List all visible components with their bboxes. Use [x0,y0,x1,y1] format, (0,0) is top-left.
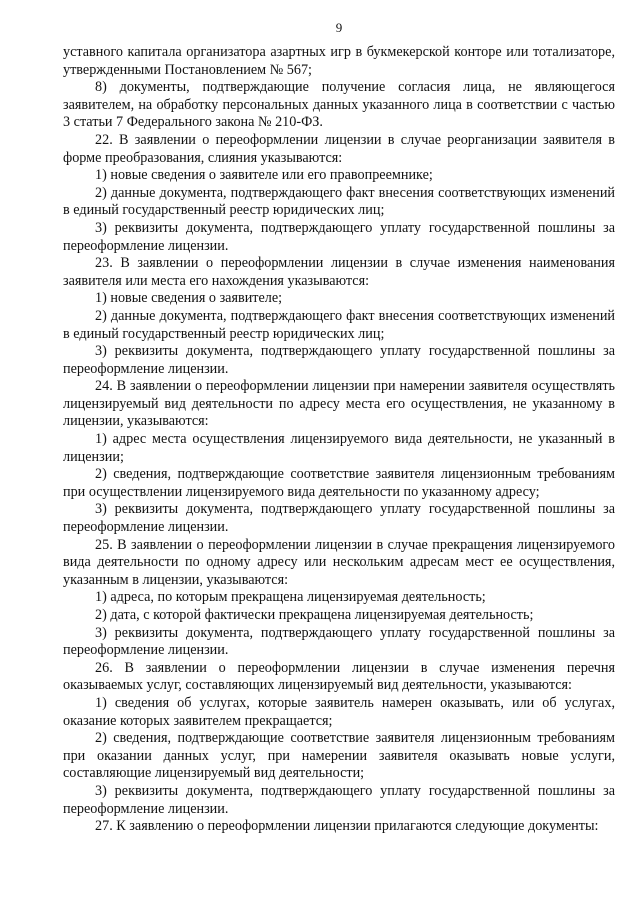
paragraph: 3) реквизиты документа, подтверждающего уплату государственной пошлины за переоформление лицензии. [63,219,615,254]
paragraph: 1) сведения об услугах, которые заявитель намерен оказывать, или об услугах, оказание которых заявителем прекращается; [63,694,615,729]
paragraph: 3) реквизиты документа, подтверждающего уплату государственной пошлины за переоформление лицензии. [63,782,615,817]
paragraph: 24. В заявлении о переоформлении лицензии при намерении заявителя осуществлять лицензируемый вид деятельности по адресу места его осуществления, не указанному в лицензии, указываются: [63,378,615,430]
page-number: 9 [335,20,343,35]
paragraph: 23. В заявлении о переоформлении лицензии в случае изменения наименования заявителя или места его нахождения указываются: [63,255,615,289]
paragraph: 8) документы, подтверждающие получение согласия лица, не являющегося заявителем, на обработку персональных данных указанного лица в соответствии с частью 3 статьи 7 Федерального закона № 210-ФЗ. [63,79,615,131]
paragraph: 22. В заявлении о переоформлении лицензии в случае реорганизации заявителя в форме преобразования, слияния указываются: [63,131,615,166]
document-body [63,44,615,836]
paragraph: 1) адреса, по которым прекращена лицензируемая деятельность; [95,589,486,606]
paragraph: 3) реквизиты документа, подтверждающего уплату государственной пошлины за переоформление лицензии. [63,501,615,536]
continued-paragraph: уставного капитала организатора азартных игр в букмекерской конторе или тотализаторе, утвержденными Постановлением № 567; [63,44,615,78]
paragraph: 1) новые сведения о заявителе или его правопреемнике; [95,167,433,184]
paragraph: 1) адрес места осуществления лицензируемого вида деятельности, не указанный в лицензии; [63,431,615,465]
paragraph: 2) данные документа, подтверждающего факт внесения соответствующих изменений в единый государственный реестр юридических лиц; [63,184,615,219]
paragraph: 2) сведения, подтверждающие соответствие заявителя лицензионным требованиям при осуществлении лицензируемого вида деятельности по указанному адресу; [63,466,615,500]
paragraph: 26. В заявлении о переоформлении лицензии в случае изменения перечня оказываемых услуг, составляющих лицензируемый вид деятельности, указываются: [63,659,615,694]
paragraph: 2) сведения, подтверждающие соответствие заявителя лицензионным требованиям при оказании данных услуг, при намерении заявителя оказывать новые услуги, составляющие лицензируемый вид деятельности; [63,730,615,782]
paragraph: 1) новые сведения о заявителе; [95,290,283,307]
paragraph: 3) реквизиты документа, подтверждающего уплату государственной пошлины за переоформление лицензии. [63,343,615,377]
paragraph: 2) дата, с которой фактически прекращена лицензируемая деятельность; [95,607,534,623]
paragraph: 27. К заявлению о переоформлении лицензии прилагаются следующие документы: [95,818,599,835]
paragraph: 3) реквизиты документа, подтверждающего уплату государственной пошлины за переоформление лицензии. [63,624,615,659]
paragraph: 2) данные документа, подтверждающего факт внесения соответствующих изменений в единый государственный реестр юридических лиц; [63,307,615,342]
paragraph: 25. В заявлении о переоформлении лицензии в случае прекращения лицензируемого вида деятельности по одному адресу или нескольким адресам мест ее осуществления, указанным в лицензии, указываются: [63,536,615,588]
